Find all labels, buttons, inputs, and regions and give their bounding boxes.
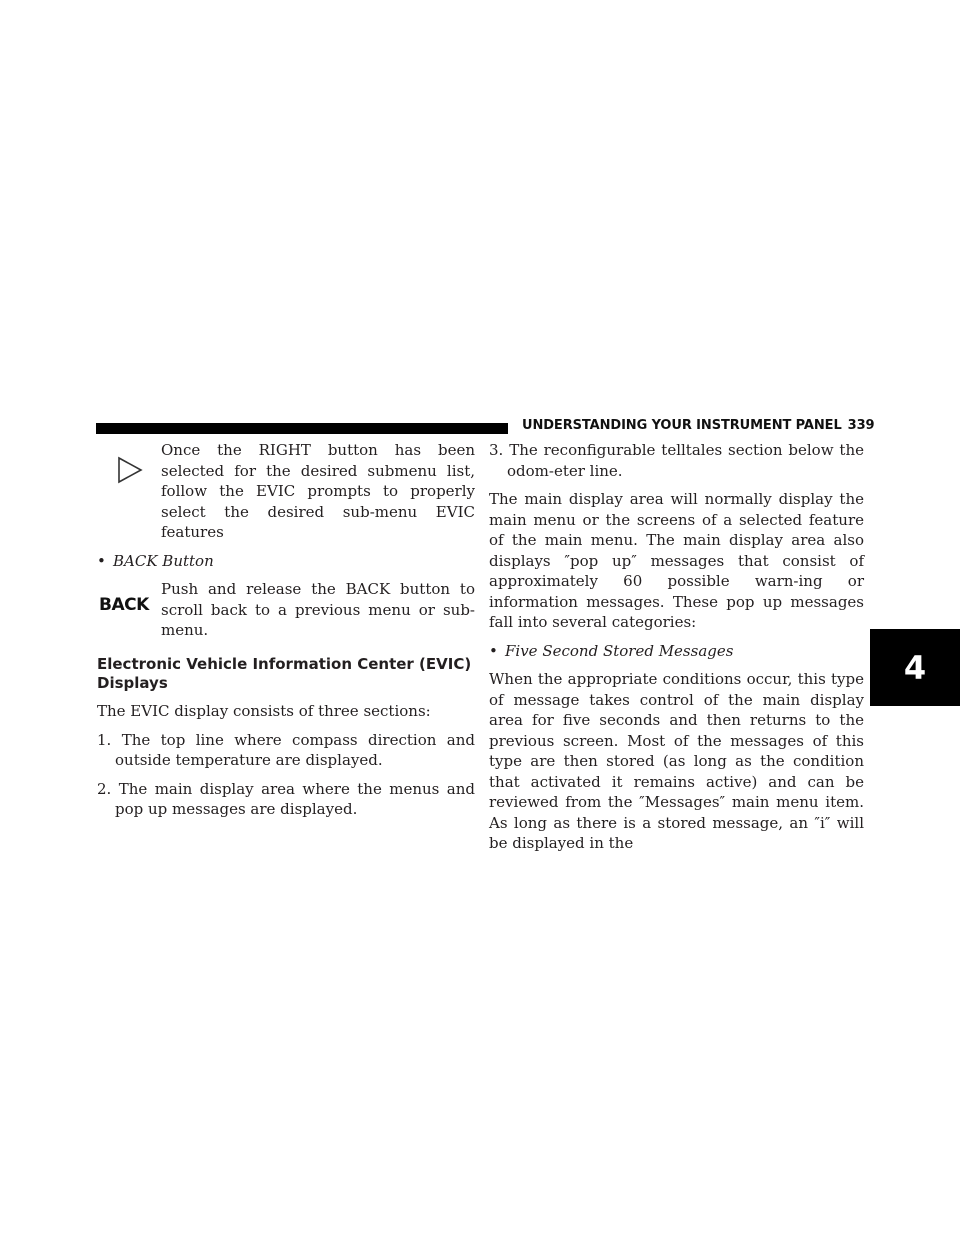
header-title: UNDERSTANDING YOUR INSTRUMENT PANEL (522, 418, 842, 433)
page-number: 339 (847, 418, 875, 433)
section-title (97, 655, 475, 693)
section-title-line2: Displays (97, 674, 168, 692)
back-button-text: Push and release the BACK button to scroll back to a previous menu or sub-menu. (161, 580, 475, 639)
back-button-block (97, 579, 475, 641)
stored-messages-paragraph: When the appropriate conditions occur, this type of message takes control of the main display area for five seconds and then returns to the previous screen. Most of the messages of this type are then stored (as long as the condition that activated it remains active) and can be reviewed from the ″Messages″ main menu item. As long as there is a stored message, an ″i″ will be displayed in the (489, 670, 864, 852)
right-button-block (97, 440, 475, 543)
five-second-heading: Five Second Stored Messages (505, 641, 734, 660)
main-display-paragraph: The main display area will normally display the main menu or the screens of a selected feature of the main menu. The main display area also displays ″pop up″ messages that consist of approximately 60 possible warn-ing or information messages. These pop up messages fall into several categories: (489, 490, 864, 631)
back-button-bullet (97, 551, 475, 572)
bullet-dot: • (489, 641, 498, 660)
evic-intro: The EVIC display consists of three sections: (97, 702, 431, 720)
bullet-dot: • (97, 551, 106, 570)
list-item-3: 3. The reconfigurable telltales section below the odom-eter line. (489, 441, 864, 480)
left-column (97, 440, 475, 828)
chapter-tab: 4 (870, 629, 960, 706)
right-arrow-icon (97, 440, 161, 543)
running-header (522, 418, 875, 433)
list-item-1: 1. The top line where compass direction and outside temperature are displayed. (97, 730, 475, 769)
header-rule (96, 423, 508, 434)
five-second-bullet (489, 641, 864, 662)
right-button-text: Once the RIGHT button has been selected for the desired submenu list, follow the EVIC prompts to properly select the desired sub-menu EVIC features (161, 441, 475, 541)
right-column (489, 440, 864, 862)
back-icon (97, 579, 161, 641)
back-icon-label: BACK (99, 595, 149, 615)
back-button-heading: BACK Button (113, 551, 214, 570)
section-title-line1: Electronic Vehicle Information Center (EVIC) (97, 655, 472, 673)
list-item-2: 2. The main display area where the menus and pop up messages are displayed. (97, 779, 475, 818)
